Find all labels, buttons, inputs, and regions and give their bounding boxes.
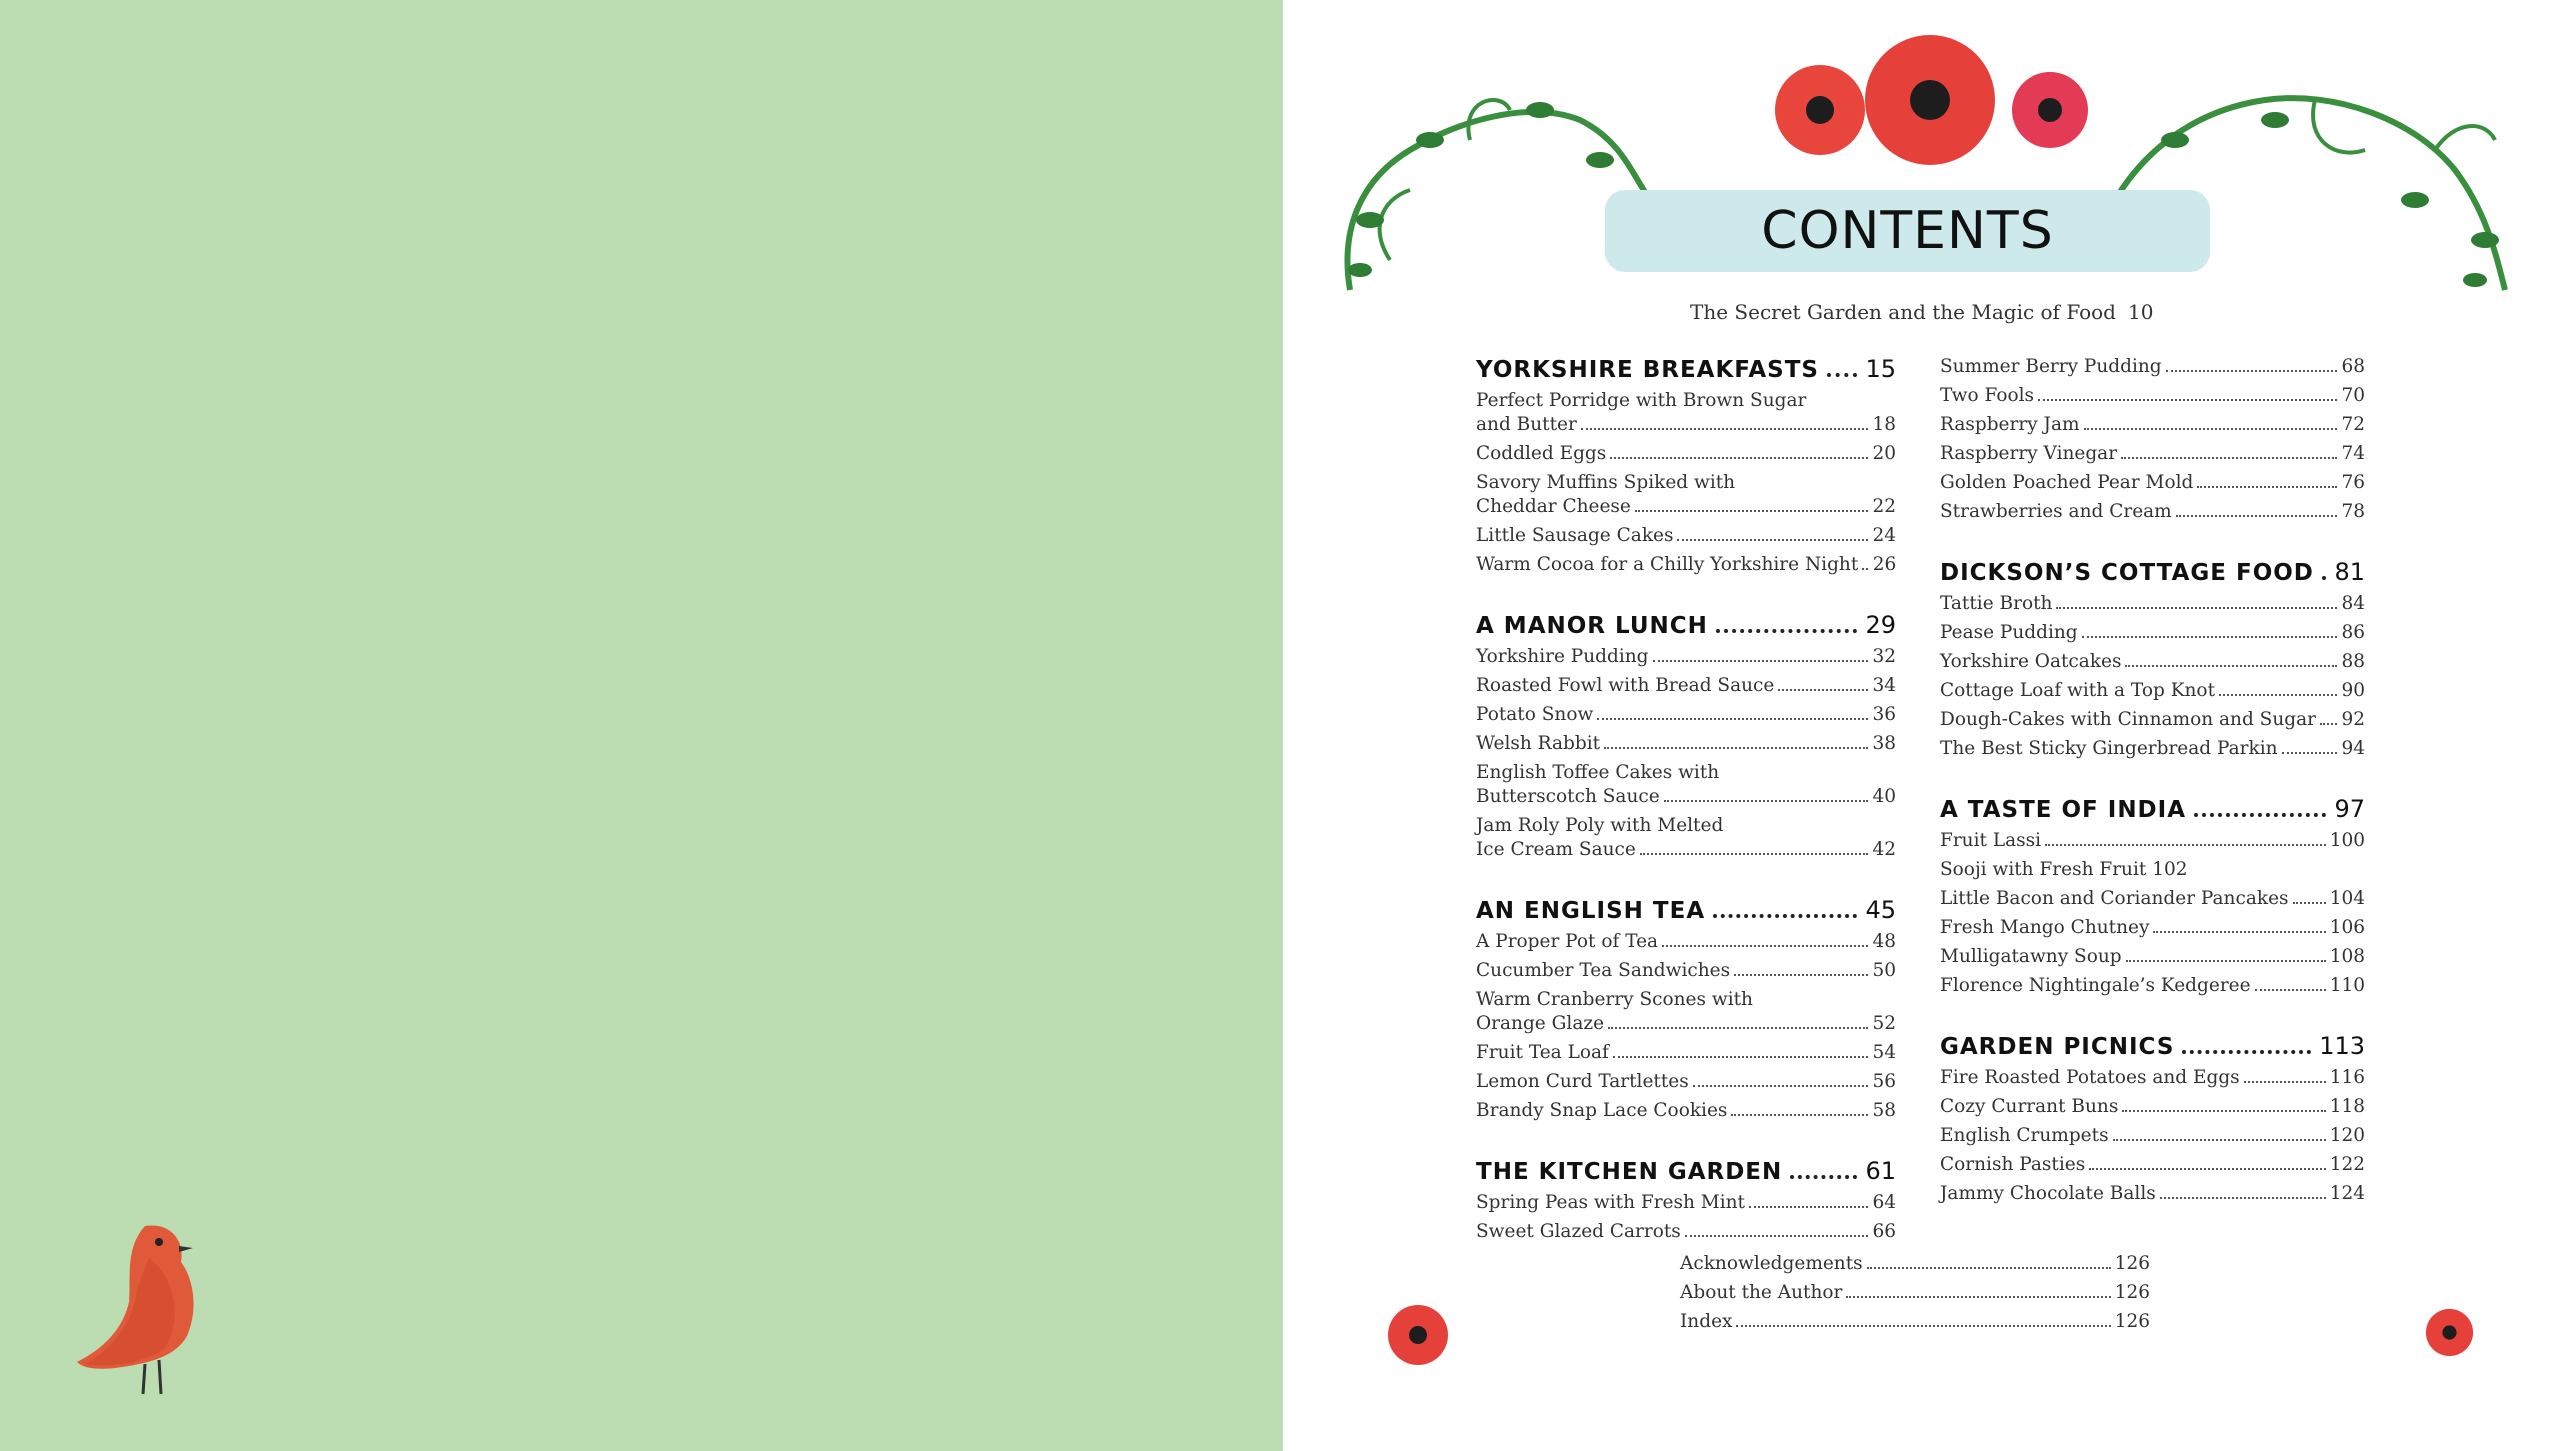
toc-entry[interactable] (1940, 829, 2365, 853)
entry-row (1940, 384, 2365, 408)
entry-title-line: Cucumber Tea Sandwiches (1476, 960, 1731, 981)
entry-page-number: 120 (2329, 1125, 2365, 1146)
entry-page-number: 56 (1872, 1071, 1896, 1092)
toc-entry[interactable] (1940, 500, 2365, 524)
toc-entry[interactable] (1940, 1124, 2365, 1148)
leader-dots (1653, 660, 1868, 662)
entry-page-number: 18 (1872, 414, 1896, 435)
entry-row (1680, 1310, 2150, 1334)
entry-title-line: English Toffee Cakes with (1476, 762, 1720, 783)
leader-dots (2244, 1081, 2326, 1083)
section-heading[interactable] (1940, 558, 2365, 586)
toc-entry[interactable] (1476, 645, 1896, 669)
entry-page-number: 88 (2341, 651, 2365, 672)
poppy-bottom-right-icon (2422, 1305, 2477, 1360)
toc-entry[interactable] (1476, 761, 1896, 809)
entry-row (1476, 645, 1896, 669)
toc-section (1476, 611, 1896, 862)
toc-entry[interactable] (1476, 553, 1896, 577)
entry-page-number: 126 (2114, 1311, 2150, 1332)
entry-title-line: Jammy Chocolate Balls (1940, 1183, 2156, 1204)
leader-dots (1662, 945, 1868, 947)
entry-row (1940, 945, 2365, 969)
entry-title-line: Little Bacon and Coriander Pancakes (1940, 888, 2289, 909)
entry-title-line: Yorkshire Pudding (1476, 646, 1649, 667)
entry-title-line: Perfect Porridge with Brown Sugar (1476, 390, 1807, 411)
toc-entry[interactable] (1476, 930, 1896, 954)
leader-dots (1597, 718, 1868, 720)
entry-page-number: 72 (2341, 414, 2365, 435)
entry-page-number: 24 (1872, 525, 1896, 546)
entry-page-number: 32 (1872, 646, 1896, 667)
section-heading[interactable] (1476, 1157, 1896, 1185)
entry-page-number: 100 (2329, 830, 2365, 851)
leader-dots (1693, 1085, 1868, 1087)
entry-title-line: Warm Cocoa for a Chilly Yorkshire Night (1476, 554, 1859, 575)
toc-entry[interactable] (1940, 916, 2365, 940)
entry-title-line: Orange Glaze (1476, 1013, 1605, 1034)
toc-entry[interactable] (1476, 442, 1896, 466)
entry-title-line: Potato Snow (1476, 704, 1594, 725)
leader-dots (1778, 689, 1868, 691)
section-page-number: 81 (2334, 558, 2365, 586)
leader-dots (1749, 1206, 1868, 1208)
leader-dots (2126, 960, 2326, 962)
entry-page-number: 20 (1872, 443, 1896, 464)
leader-dots (1677, 539, 1868, 541)
leader-dots (1608, 1027, 1868, 1029)
entry-row (1476, 1191, 1896, 1215)
entry-title-line: Fresh Mango Chutney (1940, 917, 2150, 938)
toc-entry[interactable] (1940, 413, 2365, 437)
toc-entry[interactable] (1680, 1281, 2150, 1305)
leader-dots (2322, 576, 2327, 580)
entry-row (1940, 1124, 2365, 1148)
entry-title-line: Raspberry Jam (1940, 414, 2080, 435)
leader-dots (2166, 370, 2337, 372)
section-heading[interactable] (1476, 896, 1896, 924)
toc-entry[interactable] (1476, 1191, 1896, 1215)
toc-entry[interactable] (1940, 737, 2365, 761)
vine-left-illustration (1330, 80, 1650, 300)
entry-page-number: 50 (1872, 960, 1896, 981)
entry-title-line: Golden Poached Pear Mold (1940, 472, 2194, 493)
leader-dots (1736, 1325, 2110, 1327)
leader-dots (2082, 636, 2337, 638)
entry-page-number: 124 (2329, 1183, 2365, 1204)
leader-dots (2320, 723, 2337, 725)
section-page-number: 113 (2319, 1032, 2365, 1060)
entry-row (1940, 737, 2365, 761)
entry-row (1680, 1252, 2150, 1276)
toc-entry[interactable] (1940, 1182, 2365, 1206)
page-title: CONTENTS (1761, 201, 2054, 261)
toc-entry[interactable] (1940, 592, 2365, 616)
entry-title-line: Fire Roasted Potatoes and Eggs (1940, 1067, 2240, 1088)
entry-row (1476, 1070, 1896, 1094)
entry-page-number: 52 (1872, 1013, 1896, 1034)
entry-page-number: 38 (1872, 733, 1896, 754)
toc-entry[interactable] (1476, 1220, 1896, 1244)
entry-page-number: 42 (1872, 839, 1896, 860)
entry-page-number: 94 (2341, 738, 2365, 759)
entry-title-line: Strawberries and Cream (1940, 501, 2172, 522)
entry-title-line: Summer Berry Pudding (1940, 356, 2162, 377)
toc-entry[interactable] (1940, 621, 2365, 645)
entry-page-number: 90 (2341, 680, 2365, 701)
entry-row (1940, 1066, 2365, 1090)
entry-row (1940, 974, 2365, 998)
entry-page-number: 58 (1872, 1100, 1896, 1121)
leader-dots (1731, 1114, 1868, 1116)
entry-row (1940, 621, 2365, 645)
section-page-number: 29 (1865, 611, 1896, 639)
leader-dots (2056, 607, 2337, 609)
leader-dots (2113, 1139, 2326, 1141)
intro-entry[interactable] (1690, 300, 2154, 324)
entry-title-line: The Best Sticky Gingerbread Parkin (1940, 738, 2278, 759)
entry-page-number: 76 (2341, 472, 2365, 493)
leader-dots (1790, 1175, 1857, 1179)
entry-page-number: 34 (1872, 675, 1896, 696)
entry-title-line: Roasted Fowl with Bread Sauce (1476, 675, 1775, 696)
leader-dots (1846, 1296, 2110, 1298)
leader-dots (2282, 752, 2337, 754)
toc-entry[interactable] (1476, 1041, 1896, 1065)
entry-title-line: Warm Cranberry Scones with (1476, 989, 1753, 1010)
entry-title-line: Two Fools (1940, 385, 2035, 406)
entry-page-number: 74 (2341, 443, 2365, 464)
entry-page-number: 106 (2329, 917, 2365, 938)
entry-row (1940, 413, 2365, 437)
leader-dots (2182, 1050, 2311, 1054)
intro-page: 10 (2128, 300, 2154, 324)
toc-entry[interactable] (1476, 1099, 1896, 1123)
leader-dots (1867, 1267, 2111, 1269)
toc-entry[interactable] (1476, 814, 1896, 862)
toc-entry[interactable] (1940, 974, 2365, 998)
entry-page-number: 68 (2341, 356, 2365, 377)
entry-page-number: 78 (2341, 501, 2365, 522)
entry-row (1940, 442, 2365, 466)
entry-page-number: 122 (2329, 1154, 2365, 1175)
entry-row (1476, 838, 1896, 862)
entry-row (1476, 732, 1896, 756)
section-page-number: 61 (1865, 1157, 1896, 1185)
entry-title-line: Yorkshire Oatcakes (1940, 651, 2122, 672)
entry-page-number: 40 (1872, 786, 1896, 807)
toc-section (1476, 896, 1896, 1123)
entry-title-line: Cottage Loaf with a Top Knot (1940, 680, 2216, 701)
entry-row (1476, 1012, 1896, 1036)
toc-entry[interactable] (1476, 732, 1896, 756)
entry-page-number: 108 (2329, 946, 2365, 967)
entry-page-number: 54 (1872, 1042, 1896, 1063)
entry-row (1680, 1281, 2150, 1305)
entry-title-line: Fruit Tea Loaf (1476, 1042, 1609, 1063)
entry-page-number: 36 (1872, 704, 1896, 725)
leader-dots (2153, 931, 2325, 933)
entry-row (1476, 785, 1896, 809)
entry-row (1940, 679, 2365, 703)
leader-dots (2089, 1168, 2325, 1170)
entry-title-line: Spring Peas with Fresh Mint (1476, 1192, 1745, 1213)
toc-section (1940, 355, 2365, 524)
entry-row (1940, 858, 2365, 882)
entry-row (1940, 500, 2365, 524)
toc-section (1476, 355, 1896, 577)
entry-title-line: Tattie Broth (1940, 593, 2053, 614)
entry-title-line: Cozy Currant Buns (1940, 1096, 2119, 1117)
entry-title-line: Fruit Lassi (1940, 830, 2042, 851)
entry-title-line: A Proper Pot of Tea (1476, 931, 1659, 952)
entry-title-line: Pease Pudding (1940, 622, 2078, 643)
leader-dots (1664, 800, 1868, 802)
entry-row (1940, 1182, 2365, 1206)
entry-page-number: 126 (2114, 1253, 2150, 1274)
section-page-number: 97 (2334, 795, 2365, 823)
leader-dots (1581, 428, 1868, 430)
entry-title-line: About the Author (1680, 1282, 1843, 1303)
toc-entry[interactable] (1940, 384, 2365, 408)
entry-row (1940, 471, 2365, 495)
entry-row (1940, 592, 2365, 616)
entry-row (1476, 495, 1896, 519)
toc-section (1940, 795, 2365, 998)
entry-page-number: 84 (2341, 593, 2365, 614)
toc-entry[interactable] (1680, 1252, 2150, 1276)
leader-dots (1713, 914, 1857, 918)
entry-title-line: Sweet Glazed Carrots (1476, 1221, 1681, 1242)
leader-dots (1640, 853, 1868, 855)
entry-row (1476, 959, 1896, 983)
entry-row (1940, 708, 2365, 732)
entry-row (1476, 1220, 1896, 1244)
entry-title-line: Little Sausage Cakes (1476, 525, 1674, 546)
toc-entry[interactable] (1476, 524, 1896, 548)
leader-dots (1685, 1235, 1868, 1237)
robin-illustration (75, 1218, 225, 1394)
leader-dots (2219, 694, 2337, 696)
leader-dots (1716, 629, 1858, 633)
entry-row (1476, 413, 1896, 437)
toc-entry[interactable] (1940, 650, 2365, 674)
leader-dots (1862, 568, 1868, 570)
title-banner (1605, 190, 2210, 272)
entry-title-line: Coddled Eggs (1476, 443, 1607, 464)
section-title: AN ENGLISH TEA (1476, 898, 1706, 924)
entry-row (1940, 650, 2365, 674)
entry-page-number: 110 (2329, 975, 2365, 996)
toc-entry[interactable] (1476, 988, 1896, 1036)
toc-entry[interactable] (1680, 1310, 2150, 1334)
leader-dots (1635, 510, 1868, 512)
section-page-number: 15 (1865, 355, 1896, 383)
leader-dots (2293, 902, 2326, 904)
section-title: THE KITCHEN GARDEN (1476, 1159, 1783, 1185)
section-heading[interactable] (1476, 611, 1896, 639)
leader-dots (2122, 1110, 2325, 1112)
entry-row (1940, 1153, 2365, 1177)
toc-entry[interactable] (1940, 1153, 2365, 1177)
section-title: A MANOR LUNCH (1476, 613, 1708, 639)
toc-entry[interactable] (1940, 442, 2365, 466)
entry-title-line: Raspberry Vinegar (1940, 443, 2118, 464)
entry-page-number: 48 (1872, 931, 1896, 952)
entry-row (1940, 829, 2365, 853)
leader-dots (2176, 515, 2337, 517)
intro-label: The Secret Garden and the Magic of Food (1690, 300, 2116, 324)
toc-entry[interactable] (1940, 1066, 2365, 1090)
toc-section (1476, 1157, 1896, 1244)
entry-title-line: Florence Nightingale’s Kedgeree (1940, 975, 2251, 996)
toc-entry[interactable] (1476, 674, 1896, 698)
toc-entry[interactable] (1940, 945, 2365, 969)
leader-dots (1610, 457, 1868, 459)
entry-page-number: 70 (2341, 385, 2365, 406)
poppy-bottom-left-icon (1383, 1300, 1453, 1370)
leader-dots (1734, 974, 1868, 976)
entry-page-number: 66 (1872, 1221, 1896, 1242)
section-heading[interactable] (1940, 795, 2365, 823)
toc-column-left (1476, 355, 1896, 1278)
section-title: YORKSHIRE BREAKFASTS (1476, 357, 1819, 383)
toc-entry[interactable] (1940, 708, 2365, 732)
entry-title-line: Brandy Snap Lace Cookies (1476, 1100, 1728, 1121)
leader-dots (2125, 665, 2337, 667)
entry-row (1476, 930, 1896, 954)
entry-title-line: Ice Cream Sauce (1476, 839, 1636, 860)
leader-dots (2255, 989, 2326, 991)
entry-title-line: Savory Muffins Spiked with (1476, 472, 1736, 493)
entry-row (1476, 1099, 1896, 1123)
entry-row (1476, 442, 1896, 466)
back-matter-list (1680, 1252, 2150, 1339)
toc-section (1940, 1032, 2365, 1206)
leader-dots (2160, 1197, 2326, 1199)
entry-row (1476, 703, 1896, 727)
toc-entry[interactable] (1940, 858, 2365, 882)
toc-entry[interactable] (1476, 703, 1896, 727)
toc-entry[interactable] (1476, 389, 1896, 437)
toc-entry[interactable] (1476, 1070, 1896, 1094)
toc-entry[interactable] (1940, 887, 2365, 911)
leader-dots (1613, 1056, 1868, 1058)
leader-dots (2121, 457, 2337, 459)
section-heading[interactable] (1940, 1032, 2365, 1060)
leader-dots (2194, 813, 2326, 817)
section-title: DICKSON’S COTTAGE FOOD (1940, 560, 2314, 586)
leader-dots (2038, 399, 2337, 401)
entry-title-line: Welsh Rabbit (1476, 733, 1601, 754)
poppies-top-illustration (1750, 30, 2100, 180)
entry-title-line: Dough-Cakes with Cinnamon and Sugar (1940, 709, 2316, 730)
entry-row (1940, 916, 2365, 940)
entry-page-number: 126 (2114, 1282, 2150, 1303)
entry-page-number: 22 (1872, 496, 1896, 517)
entry-page-number: 118 (2329, 1096, 2365, 1117)
entry-title-line: Sooji with Fresh Fruit 102 (1940, 859, 2188, 880)
toc-entry[interactable] (1476, 471, 1896, 519)
toc-entry[interactable] (1940, 355, 2365, 379)
entry-page-number: 104 (2329, 888, 2365, 909)
entry-title-line: and Butter (1476, 414, 1577, 435)
entry-page-number: 64 (1872, 1192, 1896, 1213)
entry-row (1940, 355, 2365, 379)
entry-row (1476, 1041, 1896, 1065)
entry-title-line: English Crumpets (1940, 1125, 2109, 1146)
entry-title-line: Butterscotch Sauce (1476, 786, 1660, 807)
leader-dots (2084, 428, 2337, 430)
leader-dots (1827, 373, 1857, 377)
toc-entry[interactable] (1940, 1095, 2365, 1119)
entry-row (1476, 674, 1896, 698)
entry-title-line: Jam Roly Poly with Melted (1476, 815, 1724, 836)
entry-title-line: Acknowledgements (1680, 1253, 1863, 1274)
leader-dots (2045, 844, 2326, 846)
entry-row (1940, 1095, 2365, 1119)
toc-column-right (1940, 355, 2365, 1240)
section-page-number: 45 (1865, 896, 1896, 924)
entry-title-line: Cornish Pasties (1940, 1154, 2086, 1175)
entry-title-line: Index (1680, 1311, 1733, 1332)
toc-entry[interactable] (1940, 679, 2365, 703)
entry-title-line: Mulligatawny Soup (1940, 946, 2122, 967)
toc-section (1940, 558, 2365, 761)
section-heading[interactable] (1476, 355, 1896, 383)
entry-page-number: 116 (2329, 1067, 2365, 1088)
section-title: GARDEN PICNICS (1940, 1034, 2175, 1060)
entry-row (1476, 524, 1896, 548)
entry-page-number: 26 (1872, 554, 1897, 575)
entry-page-number: 86 (2341, 622, 2365, 643)
toc-entry[interactable] (1476, 959, 1896, 983)
toc-entry[interactable] (1940, 471, 2365, 495)
entry-title-line: Cheddar Cheese (1476, 496, 1631, 517)
section-title: A TASTE OF INDIA (1940, 797, 2187, 823)
entry-page-number: 92 (2341, 709, 2365, 730)
entry-row (1476, 553, 1896, 577)
leader-dots (2197, 486, 2337, 488)
entry-row (1940, 887, 2365, 911)
leader-dots (1604, 747, 1868, 749)
entry-title-line: Lemon Curd Tartlettes (1476, 1071, 1689, 1092)
